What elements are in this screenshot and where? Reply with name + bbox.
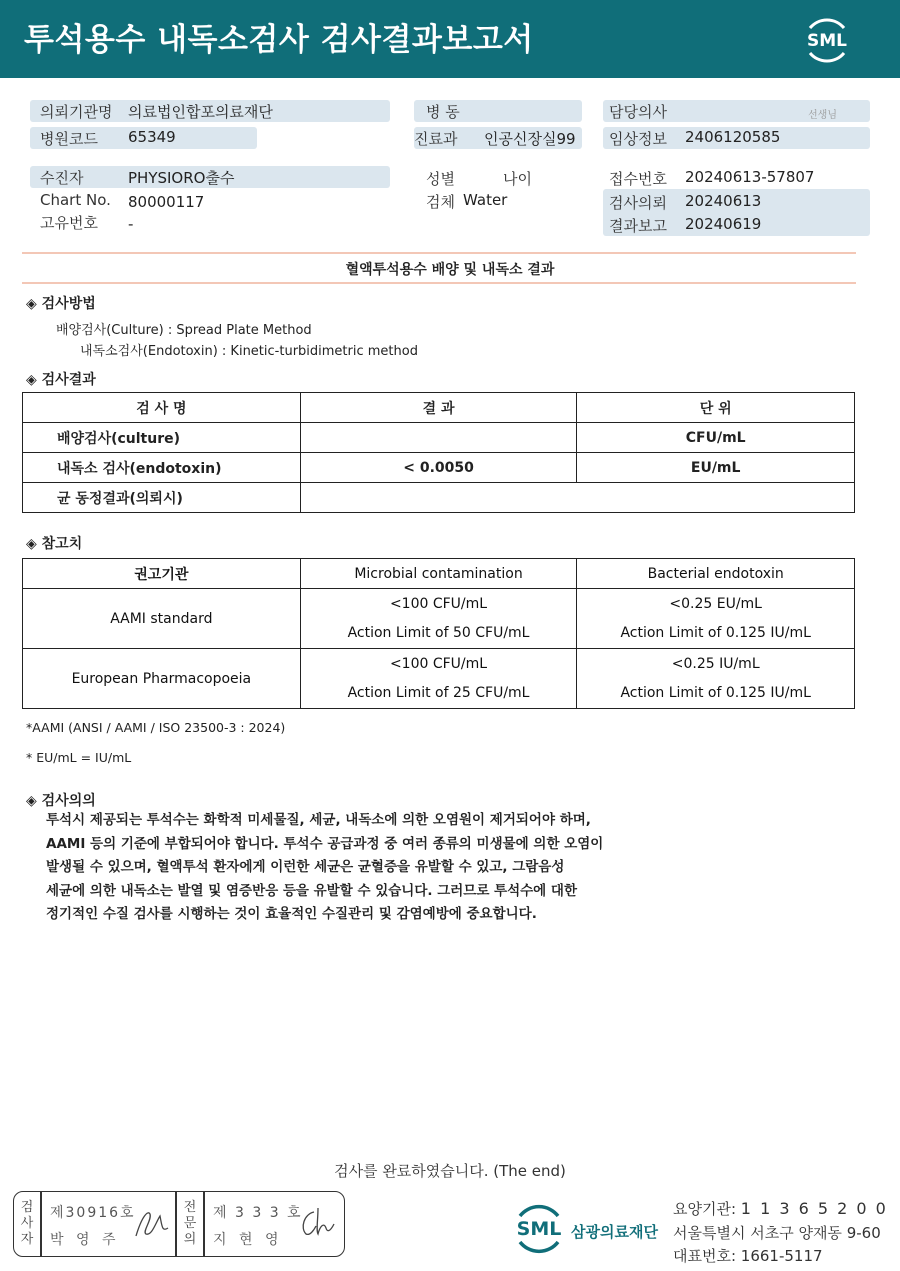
aami-micro-action: Action Limit of 50 CFU/mL bbox=[300, 619, 577, 649]
chart-value: 80000117 bbox=[128, 193, 205, 211]
aami-org: AAMI standard bbox=[23, 589, 301, 649]
table-row bbox=[23, 589, 855, 619]
significance-heading: ◈ 검사의의 bbox=[26, 793, 96, 809]
divider-bottom bbox=[22, 282, 856, 284]
sex-label: 성별 bbox=[426, 170, 455, 188]
dept-value: 인공신장실99 bbox=[484, 130, 576, 148]
unique-value: - bbox=[128, 215, 134, 233]
ep-endo-action: Action Limit of 0.125 IU/mL bbox=[577, 679, 855, 709]
results-heading: ◈ 검사결과 bbox=[26, 372, 96, 388]
footer-phone bbox=[673, 1245, 823, 1266]
row-endotoxin-name: 내독소 검사(endotoxin) bbox=[23, 453, 301, 483]
aami-note: *AAMI (ANSI / AAMI / ISO 23500-3 : 2024) bbox=[26, 720, 286, 735]
patient-label: 수진자 bbox=[40, 169, 84, 187]
significance-line: 정기적인 수질 검사를 시행하는 것이 효율적인 수질관리 및 감염예방에 중요합니다. bbox=[46, 906, 537, 922]
doctor-suffix: 선생님 bbox=[808, 110, 837, 121]
report-value: 20240619 bbox=[685, 215, 762, 233]
ep-micro-limit: <100 CFU/mL bbox=[300, 649, 577, 679]
row-culture-result bbox=[300, 423, 577, 453]
specialist-no: 제 3 3 3 호 bbox=[213, 1205, 303, 1221]
specialist-signature-icon bbox=[296, 1204, 340, 1242]
end-text: 검사를 완료하였습니다. (The end) bbox=[334, 1162, 566, 1180]
report-title: 투석용수 내독소검사 검사결과보고서 bbox=[24, 22, 534, 58]
institution-label: 의뢰기관명 bbox=[40, 103, 113, 121]
header-microbial: Microbial contamination bbox=[300, 559, 577, 589]
footer-org-name: 삼광의료재단 bbox=[571, 1223, 658, 1241]
signature-box bbox=[13, 1191, 345, 1257]
aami-micro-limit: <100 CFU/mL bbox=[300, 589, 577, 619]
method-culture: 배양검사(Culture) : Spread Plate Method bbox=[56, 323, 312, 338]
sig-divider bbox=[40, 1192, 42, 1256]
row-culture-unit: CFU/mL bbox=[577, 423, 855, 453]
table-header-row bbox=[23, 393, 855, 423]
significance-paragraph bbox=[46, 809, 603, 927]
divider-top bbox=[22, 252, 856, 254]
sml-logo-icon bbox=[800, 13, 854, 67]
row-culture-name: 배양검사(culture) bbox=[23, 423, 301, 453]
examiner-no: 제30916호 bbox=[50, 1205, 136, 1221]
footer-address: 서울특별시 서초구 양재동 9-60 bbox=[673, 1224, 881, 1242]
footer-phone-label: 대표번호: bbox=[673, 1247, 737, 1265]
svg-text:SML: SML bbox=[807, 31, 847, 51]
footer-sml-logo-icon bbox=[510, 1202, 568, 1254]
patient-value: PHYSIORO출수 bbox=[128, 169, 235, 187]
ep-micro-action: Action Limit of 25 CFU/mL bbox=[300, 679, 577, 709]
examiner-name: 박 영 주 bbox=[50, 1232, 120, 1248]
header-unit: 단 위 bbox=[577, 393, 855, 423]
table-row bbox=[23, 483, 855, 513]
svg-text:SML: SML bbox=[516, 1218, 562, 1240]
ep-endo-limit: <0.25 IU/mL bbox=[577, 649, 855, 679]
footer-code-value: 1 1 3 6 5 2 0 0 bbox=[740, 1199, 888, 1218]
row-identification-result bbox=[300, 483, 854, 513]
header-test-name: 검 사 명 bbox=[23, 393, 301, 423]
table-header-row bbox=[23, 559, 855, 589]
table-row bbox=[23, 423, 855, 453]
clinical-value: 2406120585 bbox=[685, 128, 781, 146]
hospital-code-label: 병원코드 bbox=[40, 130, 98, 148]
chart-label: Chart No. bbox=[40, 191, 111, 209]
ep-org: European Pharmacopoeia bbox=[23, 649, 301, 709]
dept-label: 진료과 bbox=[414, 130, 458, 148]
examiner-label: 검 사 자 bbox=[20, 1200, 34, 1247]
footer-code-label: 요양기관: bbox=[673, 1200, 737, 1218]
specimen-value: Water bbox=[463, 191, 508, 209]
age-label: 나이 bbox=[503, 170, 532, 188]
header-result: 결 과 bbox=[300, 393, 577, 423]
header-org: 권고기관 bbox=[23, 559, 301, 589]
hospital-code-value: 65349 bbox=[128, 128, 176, 146]
results-table bbox=[22, 392, 855, 513]
clinical-label: 임상정보 bbox=[609, 130, 667, 148]
reference-heading: ◈ 참고치 bbox=[26, 536, 83, 552]
receipt-label: 접수번호 bbox=[609, 170, 667, 188]
receipt-value: 20240613-57807 bbox=[685, 168, 815, 186]
request-label: 검사의뢰 bbox=[609, 194, 667, 212]
significance-line: 발생될 수 있으며, 혈액투석 환자에게 이런한 세균은 균혈증을 유발할 수 있고, 그람음성 bbox=[46, 859, 565, 875]
doctor-label: 담당의사 bbox=[609, 103, 667, 121]
table-row bbox=[23, 649, 855, 679]
request-value: 20240613 bbox=[685, 192, 762, 210]
unique-label: 고유번호 bbox=[40, 214, 98, 232]
unit-note: * EU/mL = IU/mL bbox=[26, 750, 132, 765]
sig-divider bbox=[203, 1192, 205, 1256]
report-header bbox=[0, 0, 900, 78]
specimen-label: 검체 bbox=[426, 193, 455, 211]
examiner-signature-icon bbox=[132, 1206, 174, 1242]
section-title: 혈액투석용수 배양 및 내독소 결과 bbox=[345, 262, 555, 278]
significance-line: AAMI 등의 기준에 부합되어야 합니다. 투석수 공급과정 중 여러 종류의 미생물에 의한 오염이 bbox=[46, 835, 604, 852]
method-heading: ◈ 검사방법 bbox=[26, 296, 96, 312]
table-row bbox=[23, 453, 855, 483]
specialist-label: 전 문 의 bbox=[183, 1200, 197, 1247]
method-endotoxin: 내독소검사(Endotoxin) : Kinetic-turbidimetric method bbox=[80, 344, 418, 359]
row-identification-name: 균 동정결과(의뢰시) bbox=[23, 483, 301, 513]
reference-table bbox=[22, 558, 855, 709]
ward-label: 병 동 bbox=[426, 103, 460, 121]
footer-code bbox=[673, 1198, 888, 1219]
significance-line: 세균에 의한 내독소는 발열 및 염증반응 등을 유발할 수 있습니다. 그러므로 투석수에 대한 bbox=[46, 882, 578, 899]
significance-line: 투석시 제공되는 투석수는 화학적 미세물질, 세균, 내독소에 의한 오염원이 제거되어야 하며, bbox=[46, 812, 591, 828]
aami-endo-action: Action Limit of 0.125 IU/mL bbox=[577, 619, 855, 649]
report-label: 결과보고 bbox=[609, 217, 667, 235]
aami-endo-limit: <0.25 EU/mL bbox=[577, 589, 855, 619]
header-endotoxin: Bacterial endotoxin bbox=[577, 559, 855, 589]
row-endotoxin-unit: EU/mL bbox=[577, 453, 855, 483]
footer-phone-value: 1661-5117 bbox=[740, 1247, 823, 1265]
institution-value: 의료법인합포의료재단 bbox=[128, 103, 273, 121]
row-endotoxin-result: < 0.0050 bbox=[300, 453, 577, 483]
specialist-name: 지 현 영 bbox=[213, 1232, 283, 1248]
